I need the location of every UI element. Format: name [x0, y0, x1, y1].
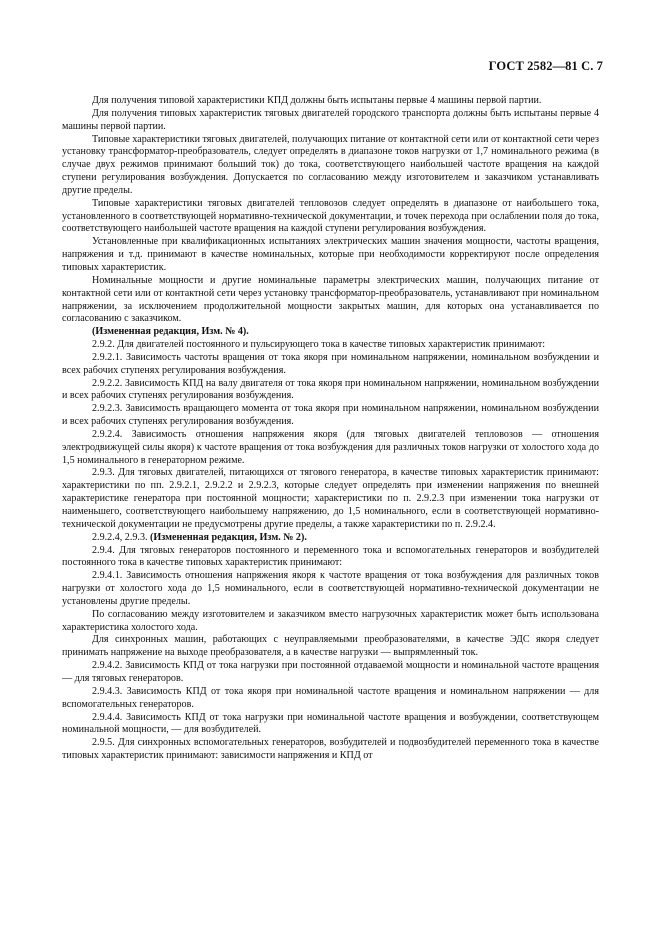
clause-2-9-4-4: 2.9.4.4. Зависимость КПД от тока нагрузки при номинальной частоте вращения и возбуждении, соответствующем номинальной мощности, — для возбудителей.	[62, 711, 599, 736]
document-body	[62, 95, 599, 763]
amendment-clauses: 2.9.2.4, 2.9.3.	[92, 531, 148, 543]
clause-2-9-4-1: 2.9.4.1. Зависимость отношения напряжения якоря к частоте вращения от тока возбуждения для различных токов нагрузки от холостого хода до 1,5 номинального, если в соответствующей нормативно-технической документации не установлены другие пределы.	[62, 570, 599, 607]
paragraph: Для синхронных машин, работающих с неуправляемыми преобразователями, в качестве ЭДС якоря следует принимать напряжение на выходе преобразователя, а в качестве нагрузки — выпрямленный ток.	[62, 634, 599, 659]
clause-2-9-2-1: 2.9.2.1. Зависимость частоты вращения от тока якоря при номинальном напряжении, номинальном возбуждении и всех рабочих ступенях регулирования возбуждения.	[62, 351, 599, 376]
clause-2-9-4-2: 2.9.4.2. Зависимость КПД от тока нагрузки при постоянной отдаваемой мощности и номинальной частоте вращения — для тяговых генераторов.	[62, 660, 599, 684]
clause-2-9-3: 2.9.3. Для тяговых двигателей, питающихся от тягового генератора, в качестве типовых характеристик принимают: характеристики по пп. 2.9.2.1, 2.9.2.2 и 2.9.2.3, которые следует определять при изменении напряжения по внешней характеристике генератора при постоянной мощности; характеристики по п. 2.9.2.3 при изменении тока нагрузки от наименьшего, соответствующего наибольшему напряжению, до 1,5 номинального, если в соответствующей нормативно-технической документации не предусмотрены другие пределы, а также характеристики по п. 2.9.2.4.	[62, 467, 599, 530]
amendment-line	[62, 532, 599, 545]
clause-2-9-2: 2.9.2. Для двигателей постоянного и пульсирующего тока в качестве типовых характеристик принимают:	[92, 339, 546, 351]
paragraph: Установленные при квалификационных испытаниях электрических машин значения мощности, частоты вращения, напряжения и т.д. принимают в качестве номинальных, которые при необходимости корректируют после определения типовых характеристик.	[62, 236, 599, 273]
amendment-note: (Измененная редакция, Изм. № 4).	[92, 326, 249, 338]
paragraph: Типовые характеристики тяговых двигателей, получающих питание от контактной сети или от контактной сети через установку трансформатор-преобразователь, следует определять в диапазоне токов нагрузки от 1,7 номинального режима (в случае двух режимов принимают больший ток) до тока, соответствующего наибольшей частоте вращения на каждой ступени регулирования возбуждения. Допускается по согласованию между изготовителем и заказчиком устанавливать другие пределы.	[62, 133, 599, 196]
paragraph: Для получения типовых характеристик тяговых двигателей городского транспорта должны быть испытаны первые 4 машины первой партии.	[62, 107, 599, 132]
page-header: ГОСТ 2582—81 С. 7	[488, 59, 603, 73]
clause-2-9-5: 2.9.5. Для синхронных вспомогательных генераторов, возбудителей и подвозбудителей переменного тока в качестве типовых характеристик принимают: зависимости напряжения и КПД от	[62, 737, 599, 762]
clause-2-9-2-2: 2.9.2.2. Зависимость КПД на валу двигателя от тока якоря при номинальном напряжении, номинальном возбуждении и всех рабочих ступенях регулирования возбуждения.	[62, 377, 599, 402]
amendment-note: (Измененная редакция, Изм. № 2).	[150, 531, 307, 543]
clause-2-9-4-3: 2.9.4.3. Зависимость КПД от тока якоря при номинальной частоте вращения и номинальном напряжении — для вспомогательных генераторов.	[62, 685, 599, 710]
paragraph: Для получения типовой характеристики КПД должны быть испытаны первые 4 машины первой партии.	[92, 95, 542, 106]
clause-2-9-2-3: 2.9.2.3. Зависимость вращающего момента от тока якоря при номинальном напряжении, номинальном возбуждении и всех рабочих ступенях регулирования возбуждения.	[62, 403, 599, 428]
clause-2-9-4: 2.9.4. Для тяговых генераторов постоянного и переменного тока и вспомогательных генераторов и возбудителей постоянного тока в качестве типовых характеристик принимают:	[62, 544, 599, 569]
paragraph: Номинальные мощности и другие номинальные параметры электрических машин, получающих питание от контактной сети или от контактной сети через установку трансформатор-преобразователь, устанавливают при номинальном напряжении, за исключением продолжительной мощности закрытых машин, для которых она устанавливается по согласованию с заказчиком.	[62, 274, 599, 325]
paragraph: Типовые характеристики тяговых двигателей тепловозов следует определять в диапазоне от наибольшего тока, установленного в соответствующей нормативно-технической документации, и точек перехода при ослаблении поля до тока, соответствующего наибольшей частоте вращения на каждой ступени регулирования возбуждения.	[62, 197, 599, 235]
paragraph: По согласованию между изготовителем и заказчиком вместо нагрузочных характеристик может быть использована характеристика холостого хода.	[62, 608, 599, 633]
clause-2-9-2-4: 2.9.2.4. Зависимость отношения напряжения якоря (для тяговых двигателей тепловозов — отношения электродвижущей силы якоря) к частоте вращения от тока возбуждения для различных токов нагрузки от холостого хода до 1,5 номинального в генераторном режиме.	[62, 428, 599, 466]
